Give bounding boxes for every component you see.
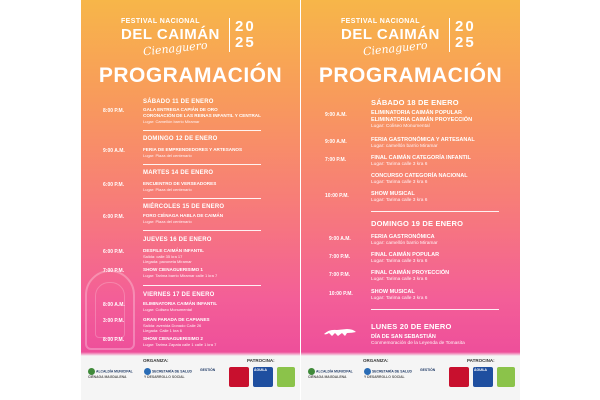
- event-time: 9:00 A.M.: [325, 139, 347, 145]
- secretaria-sub: Y DESARROLLO SOCIAL: [364, 375, 405, 379]
- day-label: SÁBADO 11 DE ENERO: [143, 99, 214, 105]
- gestion-name: GESTIÓN: [200, 368, 216, 372]
- cienaguero-script: Cienaguero: [142, 38, 209, 59]
- alcaldia-sub: CIÉNAGA MAGDALENA: [88, 375, 127, 379]
- divider: [143, 198, 261, 199]
- gestion-logo: [419, 367, 441, 387]
- event-time: 8:00 P.M.: [103, 337, 125, 343]
- event-location: Lugar: Coliseo Monumental: [371, 124, 430, 129]
- event-title: ELIMINATORIA CAIMÁN PROYECCIÓN: [371, 117, 473, 123]
- day-label: LUNES 20 DE ENERO: [371, 322, 452, 331]
- event-time: 8:00 A.M.: [103, 302, 125, 308]
- event-location: Salida: calle 35 kra 17: [143, 254, 183, 259]
- secretaria-name: SECRETARÍA DE SALUD: [152, 369, 192, 374]
- event-location: Lugar: Plaza del centenario: [143, 219, 192, 224]
- event-location: Lugar: Tarima calle 3 kra 6: [371, 162, 428, 167]
- secretaria-icon: [364, 368, 371, 375]
- year-divider: [449, 18, 450, 52]
- year-top: 20: [455, 18, 476, 35]
- secretaria-logo: [143, 367, 195, 387]
- event-time: 6:00 P.M.: [103, 249, 125, 255]
- shield-icon: [88, 368, 95, 375]
- sponsor-logo: [449, 367, 469, 387]
- day-label: DOMINGO 19 DE ENERO: [371, 219, 464, 228]
- event-time: 9:00 A.M.: [103, 148, 125, 154]
- event-location: Lugar: Camellón barrio Miramar: [143, 119, 200, 124]
- aguila-logo: ÁGUILA: [253, 367, 273, 387]
- day-label: SÁBADO 18 DE ENERO: [371, 98, 459, 107]
- secretaria-sub: Y DESARROLLO SOCIAL: [144, 375, 185, 379]
- event-title: FINAL CAIMÁN CATEGORÍA INFANTIL: [371, 155, 471, 161]
- sponsor-bar: [81, 354, 300, 400]
- year-bottom: 25: [455, 34, 476, 51]
- secretaria-logo: [363, 367, 415, 387]
- event-title: ELIMINATORIA CAIMÁN INFANTIL: [143, 301, 218, 306]
- patrocina-label: PATROCINA:: [467, 358, 495, 363]
- patrocina-label: PATROCINA:: [247, 358, 275, 363]
- event-location: Lugar: Tarima barrio Miramar calle 1 kra 7: [143, 273, 218, 278]
- secretaria-icon: [144, 368, 151, 375]
- event-title: FINAL CAIMÁN POPULAR: [371, 252, 440, 258]
- cienaguero-script: Cienaguero: [362, 38, 429, 59]
- event-time: 7:00 P.M.: [325, 157, 347, 163]
- event-title: SHOW CIENAGUERISIMO 2: [143, 336, 203, 341]
- shield-icon: [308, 368, 315, 375]
- alcaldia-sub: CIÉNAGA MAGDALENA: [308, 375, 347, 379]
- year-top: 20: [235, 18, 256, 35]
- event-location: Lugar: Plaza del centenario: [143, 153, 192, 158]
- event-time: 7:00 P.M.: [103, 268, 125, 274]
- caiman-line: DEL CAIMÁN: [341, 26, 440, 43]
- event-location: Conmemoración de la Leyenda de Tomasita: [371, 341, 465, 346]
- divider: [371, 309, 499, 310]
- event-location: Lugar: Plaza del centenario: [143, 187, 192, 192]
- event-title: GALA ENTREGA CAPIÁN DE ORO: [143, 107, 218, 112]
- alcaldia-logo: [307, 367, 359, 387]
- event-title: SHOW MUSICAL: [371, 191, 415, 197]
- sponsor-bar: [301, 354, 520, 400]
- gestion-logo: [199, 367, 221, 387]
- event-location: Llegada: Calle 1 kra 6: [143, 328, 182, 333]
- event-time: 7:00 P.M.: [329, 254, 351, 260]
- divider: [371, 211, 499, 212]
- year-divider: [229, 18, 230, 52]
- gestion-name: GESTIÓN: [420, 368, 436, 372]
- event-time: 8:00 P.M.: [103, 108, 125, 114]
- programacion-title: PROGRAMACIÓN: [318, 64, 503, 87]
- alcaldia-name: ALCALDÍA MUNICIPAL: [96, 369, 133, 374]
- event-title: CONCURSO CATEGORÍA NACIONAL: [371, 173, 468, 179]
- event-location: Lugar: Tarima calle 3 kra 6: [371, 198, 428, 203]
- event-time: 3:00 P.M.: [103, 318, 125, 324]
- day-label: MIÉRCOLES 15 DE ENERO: [143, 204, 225, 210]
- programacion-title: PROGRAMACIÓN: [98, 64, 283, 87]
- event-location: Lugar: Tarima calle 3 kra 6: [371, 296, 428, 301]
- event-title: FERIA GASTRONÓMICA: [371, 234, 435, 240]
- event-title: FINAL CAIMÁN PROYECCIÓN: [371, 270, 450, 276]
- event-location: Lugar: Coliseo Monumental: [143, 307, 192, 312]
- organiza-label: ORGANIZA:: [363, 358, 389, 363]
- event-title: CORONACIÓN DE LAS REINAS INFANTIL Y CENTRAL: [143, 113, 261, 118]
- event-title: DÍA DE SAN SEBASTIÁN: [371, 334, 436, 340]
- event-location: Lugar: Tarima calle 3 kra 6: [371, 259, 428, 264]
- event-title: ELIMINATORIA CAIMÁN POPULAR: [371, 110, 462, 116]
- sponsor-logo: [277, 367, 295, 387]
- event-title: ENCUENTRO DE VERSEADORES: [143, 181, 217, 186]
- event-time: 6:00 P.M.: [103, 182, 125, 188]
- event-title: FERIA DE EMPRENDEDORES Y ARTESANOS: [143, 147, 243, 152]
- event-location: Lugar: camellón barrio Miramar: [371, 241, 438, 246]
- event-title: FERIA GASTRONÓMICA Y ARTESANAL: [371, 137, 475, 143]
- caiman-line: DEL CAIMÁN: [121, 26, 220, 43]
- sponsor-logo: [229, 367, 249, 387]
- aguila-logo: ÁGUILA: [473, 367, 493, 387]
- day-label: JUEVES 16 DE ENERO: [143, 237, 212, 243]
- divider: [143, 230, 261, 231]
- divider: [143, 130, 261, 131]
- event-location: Salida: avenida Donado Calle 26: [143, 323, 202, 328]
- secretaria-name: SECRETARÍA DE SALUD: [372, 369, 412, 374]
- divider: [143, 285, 261, 286]
- event-location: Lugar: Tarima calle 3 kra 6: [371, 277, 428, 282]
- alcaldia-logo: [87, 367, 139, 387]
- event-title: SHOW MUSICAL: [371, 289, 415, 295]
- festival-header: [301, 16, 520, 59]
- event-title: SHOW CIENAGUERISIMO 1: [143, 267, 203, 272]
- event-time: 10:00 P.M.: [325, 193, 349, 199]
- event-title: GRAN PARADA DE CAPIANES: [143, 317, 210, 322]
- event-location: Lugar: camellón barrio Miramar: [371, 144, 438, 149]
- organiza-label: ORGANIZA:: [143, 358, 169, 363]
- event-location: Lugar: Tarima Zapata calle 1 calle 1 kra 7: [143, 342, 217, 347]
- event-time: 6:00 P.M.: [103, 214, 125, 220]
- festival-line: FESTIVAL NACIONAL: [121, 18, 200, 25]
- festival-header: [81, 16, 300, 59]
- year-bottom: 25: [235, 34, 256, 51]
- alcaldia-name: ALCALDÍA MUNICIPAL: [316, 369, 353, 374]
- event-time: 9:00 A.M.: [329, 236, 351, 242]
- festival-line: FESTIVAL NACIONAL: [341, 18, 420, 25]
- sponsor-logo: [497, 367, 515, 387]
- day-label: MARTES 14 DE ENERO: [143, 170, 214, 176]
- divider: [143, 164, 261, 165]
- crocodile-icon: [323, 323, 357, 341]
- event-location: Lugar: Tarima calle 3 kra 6: [371, 180, 428, 185]
- event-title: DESFILE CAIMÁN INFANTIL: [143, 248, 204, 253]
- event-time: 7:00 P.M.: [329, 272, 351, 278]
- event-location: Llegada: pavoneta Miramar: [143, 259, 192, 264]
- day-label: DOMINGO 12 DE ENERO: [143, 136, 218, 142]
- poster-left: [81, 0, 300, 400]
- event-time: 9:00 A.M.: [325, 112, 347, 118]
- event-title: FORO CIÉNAGA HABLA DE CAIMÁN: [143, 213, 224, 218]
- event-time: 10:00 P.M.: [329, 291, 353, 297]
- day-label: VIERNES 17 DE ENERO: [143, 292, 215, 298]
- poster-right: [301, 0, 520, 400]
